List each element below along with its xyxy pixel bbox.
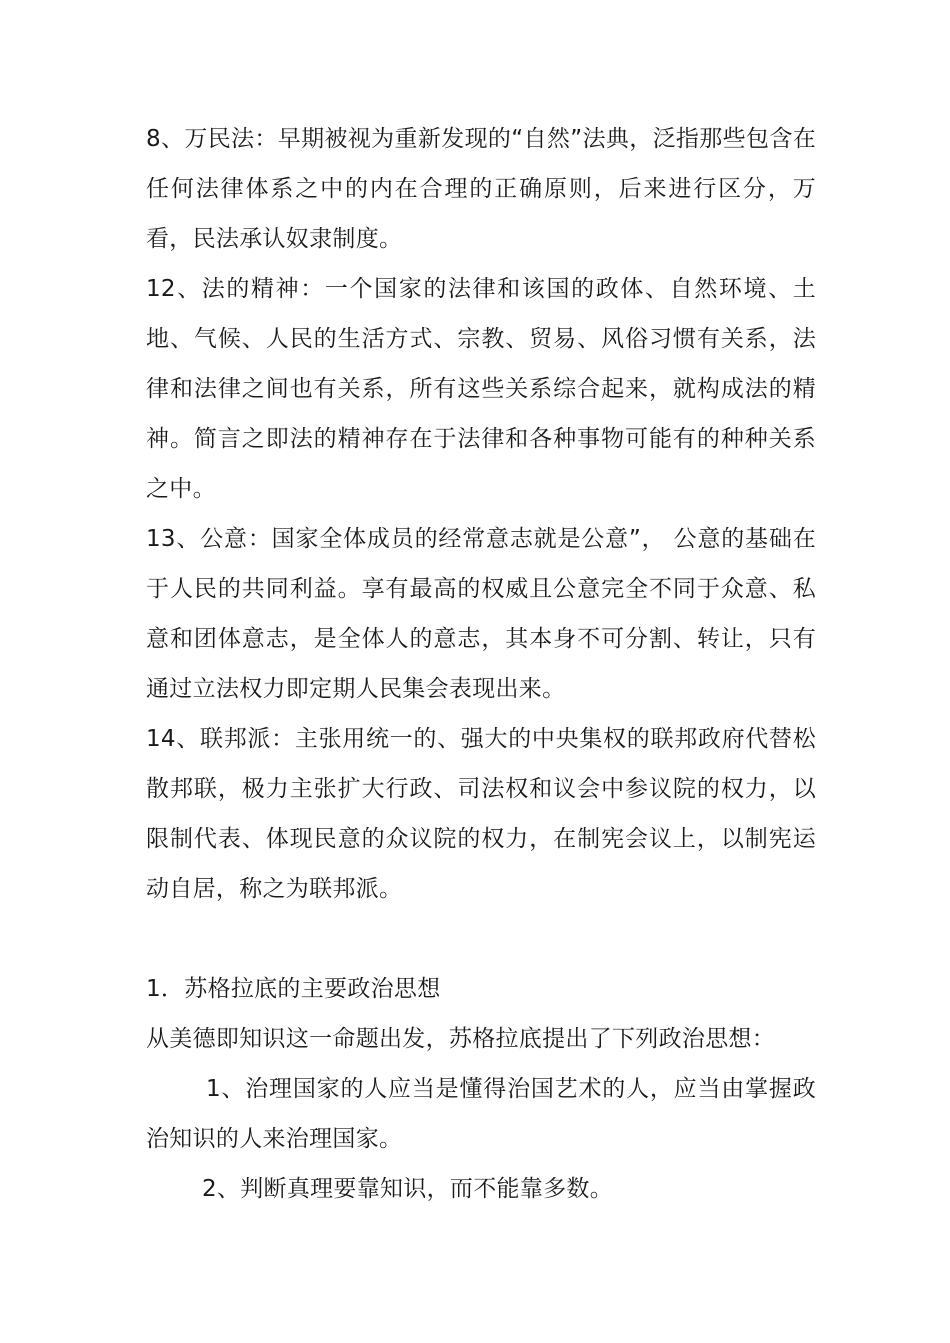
term-paragraph-8: 8、万民法：早期被视为重新发现的“自然”法典，泛指那些包含在任何法律体系之中的内在合理的正确原则，后来进行区分，万看，民法承认奴隶制度。 — [146, 126, 816, 252]
term-paragraph-14: 14、联邦派：主张用统一的、强大的中央集权的联邦政府代替松散邦联，极力主张扩大行政、司法权和议会中参议院的权力，以限制代表、体现民意的众议院的权力，在制宪会议上，以制宪运动自居，称之为联邦派。 — [146, 726, 816, 902]
term-paragraph-12: 12、法的精神：一个国家的法律和该国的政体、自然环境、土地、气候、人民的生活方式、宗教、贸易、风俗习惯有关系，法律和法律之间也有关系，所有这些关系综合起来，就构成法的精神。简言之即法的精神存在于法律和各种事物可能有的种种关系之中。 — [146, 276, 816, 502]
section-heading: 1．苏格拉底的主要政治思想 — [146, 976, 441, 1002]
section-gap — [146, 914, 816, 964]
section-intro: 从美德即知识这一命题出发，苏格拉底提出了下列政治思想： — [146, 1026, 776, 1052]
document-body — [146, 114, 816, 1214]
section-point-1: 1、治理国家的人应当是懂得治国艺术的人，应当由掌握政治知识的人来治理国家。 — [146, 1076, 816, 1152]
section-point-2: 2、判断真理要靠知识，而不能靠多数。 — [202, 1176, 614, 1202]
term-paragraph-13: 13、公意：国家全体成员的经常意志就是公意”， 公意的基础在于人民的共同利益。享有最高的权威且公意完全不同于众意、私意和团体意志，是全体人的意志，其本身不可分割、转让，只有通过立法权力即定期人民集会表现出来。 — [146, 526, 816, 702]
